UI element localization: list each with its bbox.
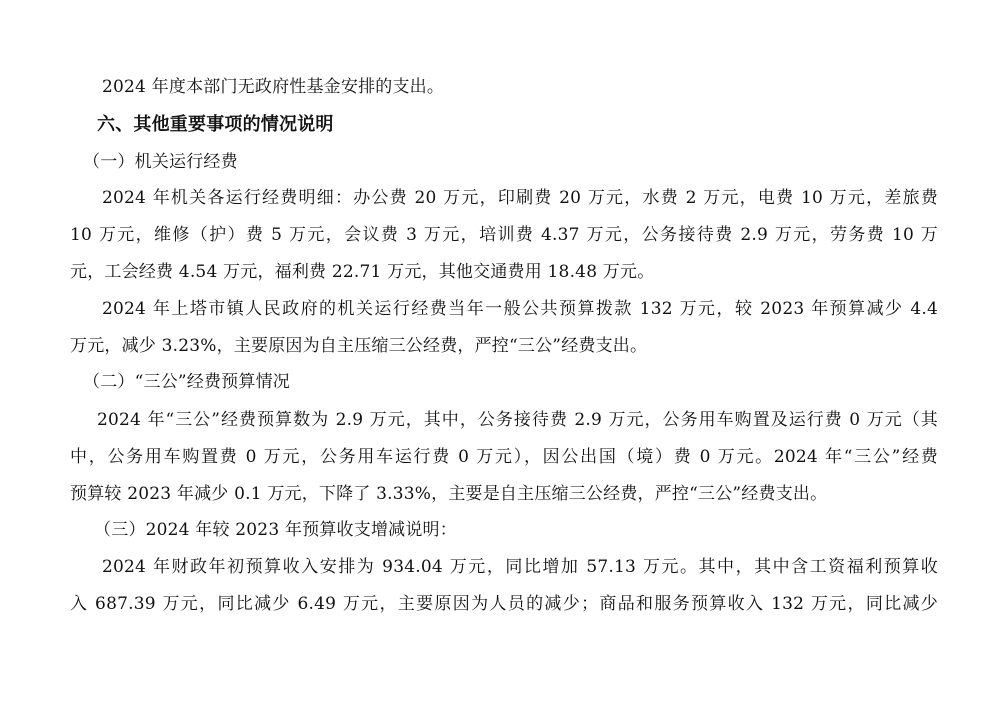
paragraph-line-5: 万元，减少 3.23%，主要原因为自主压缩三公经费，严控“三公”经费支出。 bbox=[70, 336, 648, 356]
section-heading: 六、其他重要事项的情况说明 bbox=[97, 114, 334, 135]
paragraph-line-3: 元，工会经费 4.54 万元，福利费 22.71 万元，其他交通费用 18.48 万元。 bbox=[70, 262, 655, 282]
paragraph-line-9: 2024 年财政年初预算收入安排为 934.04 万元，同比增加 57.13 万元。其中，其中含工资福利预算收 bbox=[102, 557, 938, 577]
subheading-budget-change: （三）2024 年较 2023 年预算收支增减说明： bbox=[94, 520, 457, 540]
paragraph-line-7: 中，公务用车购置费 0 万元，公务用车运行费 0 万元），因公出国（境）费 0 万元。2024 年“三公”经费 bbox=[70, 447, 938, 467]
paragraph-line-4: 2024 年上塔市镇人民政府的机关运行经费当年一般公共预算拨款 132 万元，较 2023 年预算减少 4.4 bbox=[102, 299, 938, 319]
paragraph-line-8: 预算较 2023 年减少 0.1 万元，下降了 3.33%，主要是自主压缩三公经费，严控“三公”经费支出。 bbox=[70, 484, 828, 504]
paragraph-line-6: 2024 年“三公”经费预算数为 2.9 万元，其中，公务接待费 2.9 万元，公务用车购置及运行费 0 万元（其 bbox=[97, 410, 938, 430]
subheading-operating-funds: （一）机关运行经费 bbox=[83, 152, 238, 172]
subheading-three-public: （二）“三公”经费预算情况 bbox=[83, 372, 290, 392]
paragraph-fund-line: 2024 年度本部门无政府性基金安排的支出。 bbox=[102, 77, 445, 97]
paragraph-line-10: 入 687.39 万元，同比减少 6.49 万元，主要原因为人员的减少；商品和服务预算收入 132 万元，同比减少 bbox=[70, 594, 938, 614]
paragraph-line-2: 10 万元，维修（护）费 5 万元，会议费 3 万元，培训费 4.37 万元，公务接待费 2.9 万元，劳务费 10 万 bbox=[70, 225, 938, 245]
paragraph-line-1: 2024 年机关各运行经费明细：办公费 20 万元，印刷费 20 万元，水费 2 万元，电费 10 万元，差旅费 bbox=[102, 188, 938, 208]
